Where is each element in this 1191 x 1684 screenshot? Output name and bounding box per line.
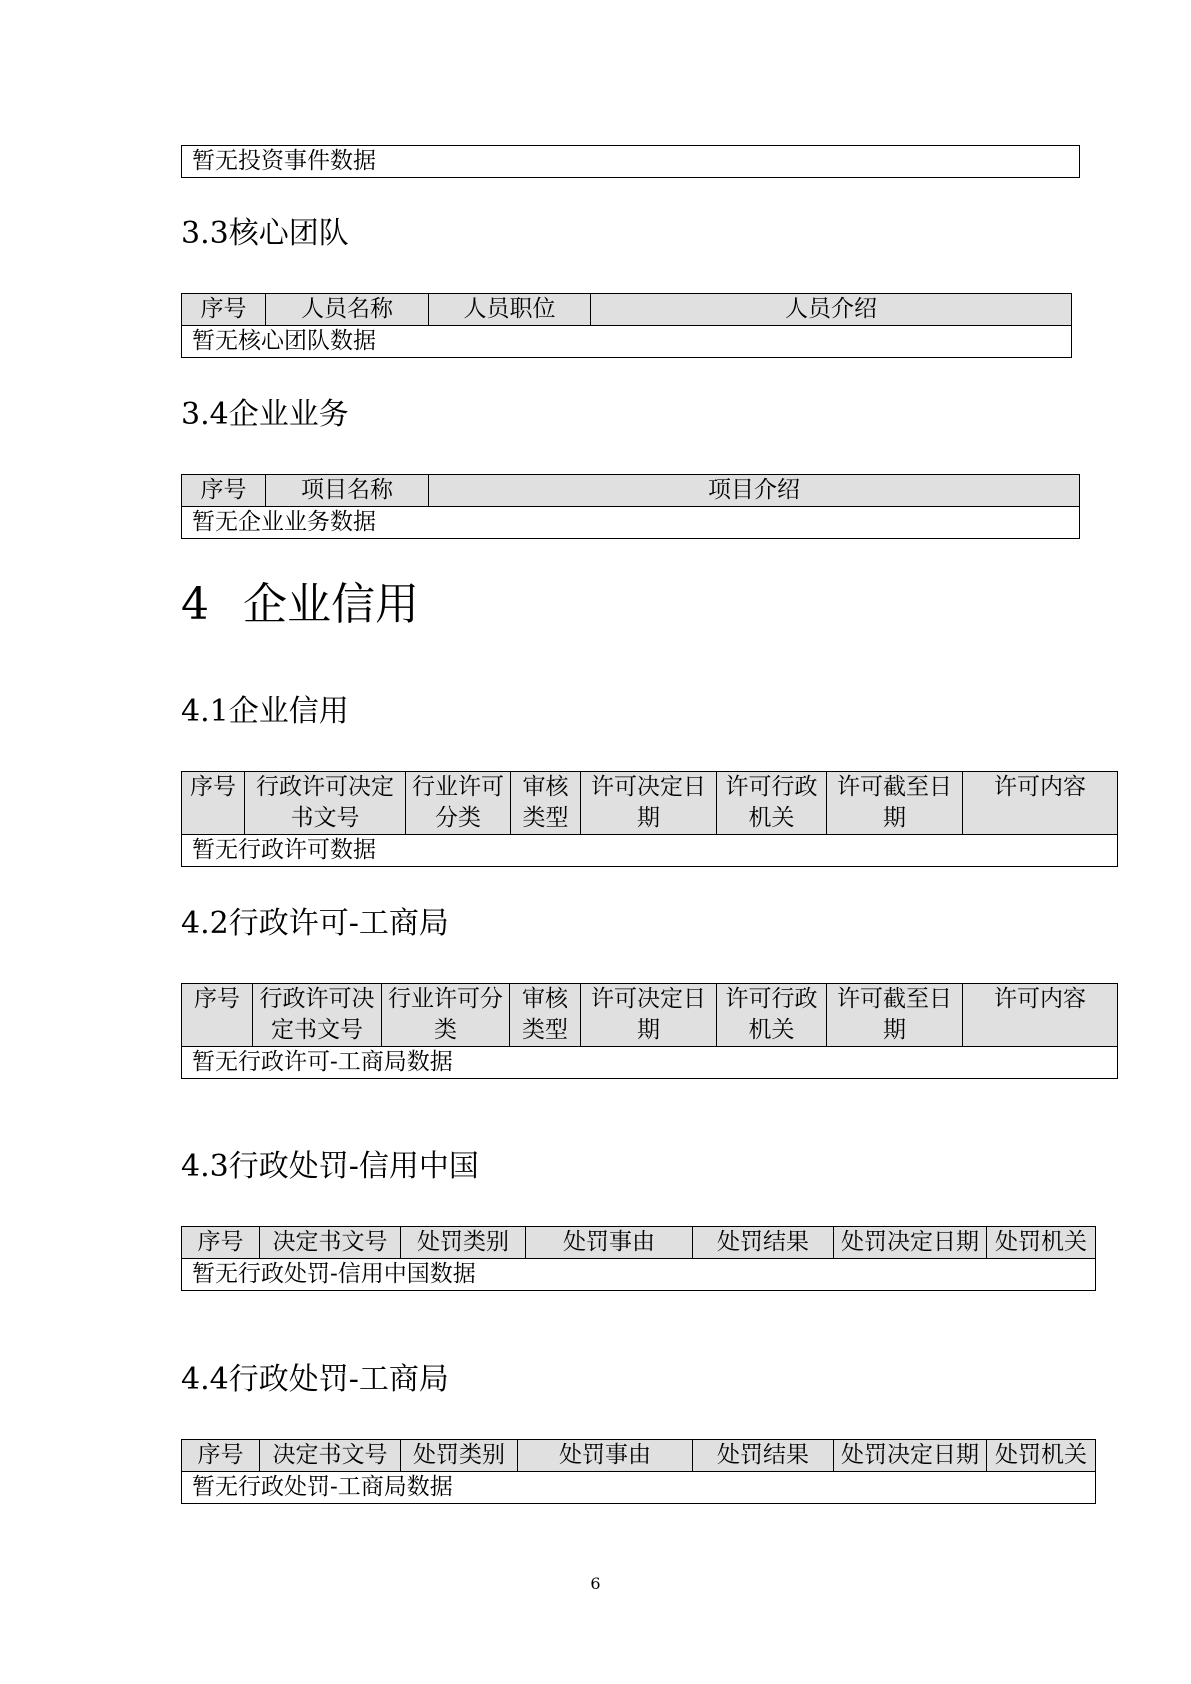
empty-message: 暂无行政处罚-工商局数据 [182,1472,1096,1504]
column-header: 审核类型 [511,772,581,835]
section-heading: 4.3行政处罚-信用中国 [181,1149,479,1184]
admin-penalty-aic-table [181,1439,1096,1504]
empty-message: 暂无行政许可-工商局数据 [182,1047,1118,1079]
column-header: 序号 [182,1227,260,1259]
table-row [182,1259,1096,1291]
table-row [182,326,1072,358]
column-header: 处罚决定日期 [834,1440,987,1472]
column-header: 审核类型 [510,984,581,1047]
column-header: 处罚结果 [693,1440,834,1472]
column-header: 行业许可分类 [406,772,511,835]
column-header: 序号 [182,984,253,1047]
table-header-row [182,294,1072,326]
empty-message: 暂无企业业务数据 [182,507,1080,539]
column-header: 处罚类别 [401,1227,526,1259]
table-row [182,1047,1118,1079]
section-heading: 4.2行政许可-工商局 [181,906,449,941]
column-header: 许可决定日期 [581,772,717,835]
column-header: 处罚类别 [401,1440,518,1472]
table-header-row [182,1440,1096,1472]
column-header: 人员介绍 [591,294,1072,326]
admin-license-aic-table [181,983,1118,1079]
column-header: 人员职位 [429,294,591,326]
column-header: 序号 [182,1440,260,1472]
column-header: 决定书文号 [260,1227,401,1259]
column-header: 行政许可决定书文号 [253,984,382,1047]
column-header: 处罚机关 [987,1227,1096,1259]
column-header: 处罚机关 [987,1440,1096,1472]
column-header: 处罚事由 [526,1227,693,1259]
column-header: 许可内容 [963,984,1118,1047]
column-header: 许可行政机关 [717,984,827,1047]
column-header: 序号 [182,772,245,835]
column-header: 人员名称 [266,294,429,326]
empty-message: 暂无投资事件数据 [182,146,1080,178]
empty-message: 暂无核心团队数据 [182,326,1072,358]
table-header-row [182,1227,1096,1259]
table-row [182,835,1118,867]
section-heading: 3.4企业业务 [181,397,349,432]
column-header: 项目介绍 [429,475,1080,507]
table-header-row [182,984,1118,1047]
column-header: 许可行政机关 [717,772,827,835]
investment-events-table [181,145,1080,178]
table-header-row [182,772,1118,835]
column-header: 行政许可决定书文号 [245,772,406,835]
column-header: 序号 [182,294,266,326]
column-header: 处罚事由 [518,1440,693,1472]
core-team-table [181,293,1072,358]
table-row [182,1472,1096,1504]
column-header: 处罚结果 [693,1227,834,1259]
column-header: 决定书文号 [260,1440,401,1472]
admin-license-table [181,771,1118,867]
column-header: 序号 [182,475,266,507]
section-heading: 4.4行政处罚-工商局 [181,1362,449,1397]
section-heading: 3.3核心团队 [181,216,349,251]
table-row [182,507,1080,539]
table-header-row [182,475,1080,507]
column-header: 行业许可分类 [382,984,510,1047]
column-header: 许可决定日期 [581,984,717,1047]
section-heading: 4.1企业信用 [181,694,349,729]
column-header: 许可内容 [963,772,1118,835]
business-table [181,474,1080,539]
chapter-heading [181,568,419,632]
column-header: 许可截至日期 [827,772,963,835]
table-row [182,146,1080,178]
chapter-title: 企业信用 [243,579,419,630]
column-header: 项目名称 [266,475,429,507]
chapter-number: 4 [181,579,209,630]
column-header: 处罚决定日期 [834,1227,987,1259]
page-number: 6 [590,1574,601,1593]
admin-penalty-credit-china-table [181,1226,1096,1291]
empty-message: 暂无行政处罚-信用中国数据 [182,1259,1096,1291]
empty-message: 暂无行政许可数据 [182,835,1118,867]
column-header: 许可截至日期 [827,984,963,1047]
